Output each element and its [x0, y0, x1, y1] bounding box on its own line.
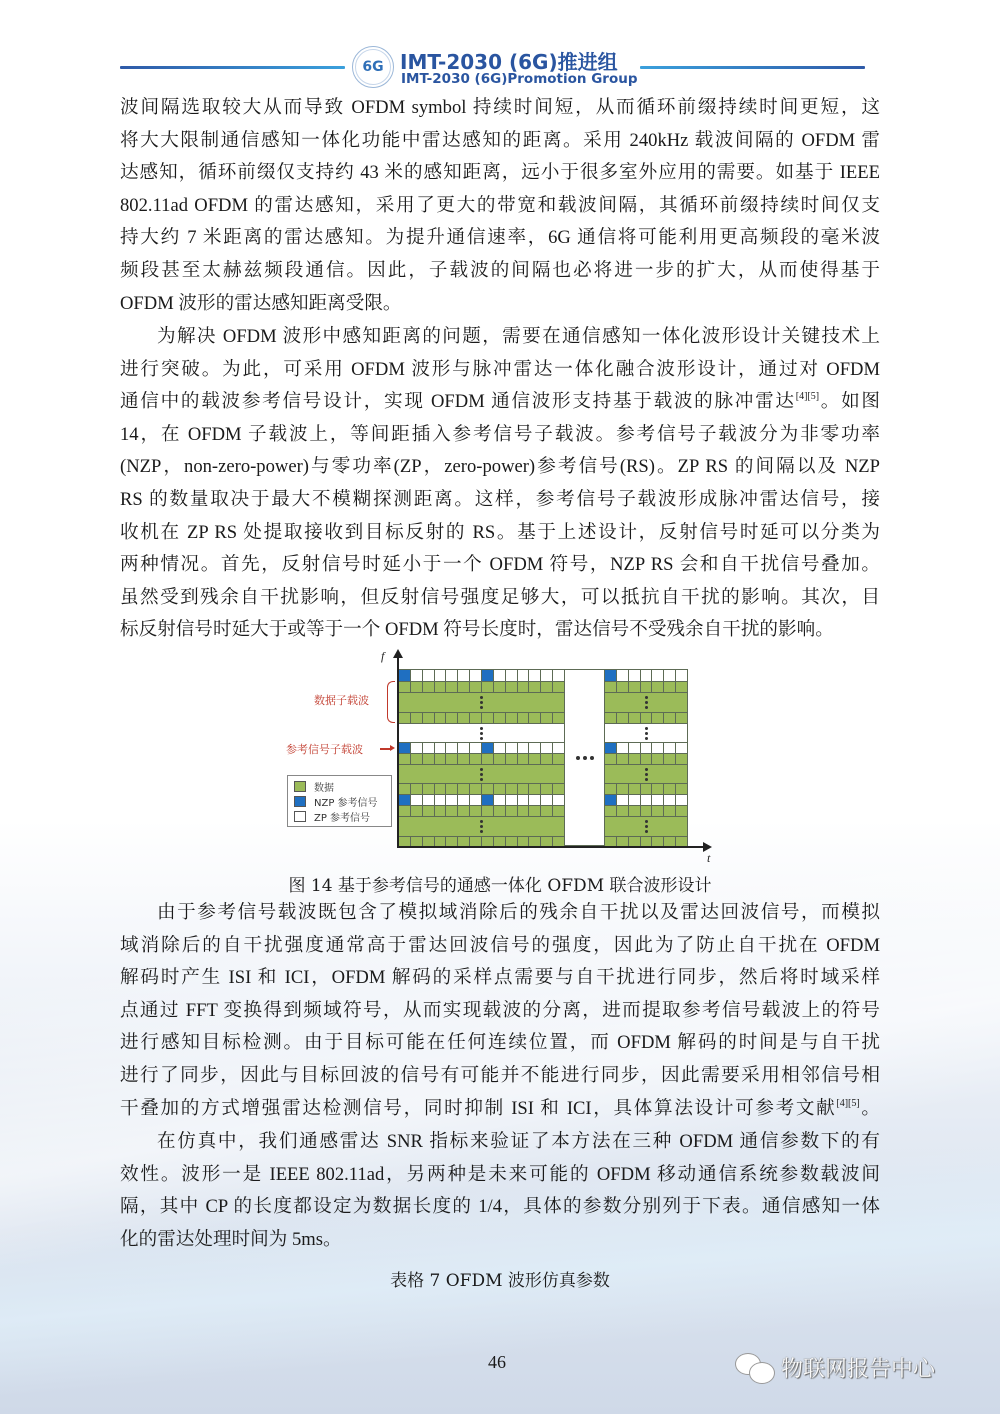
citation[interactable]: [4][5] — [836, 1097, 860, 1109]
time-gap-ellipsis — [565, 669, 604, 846]
legend-item-data: 数据 — [294, 779, 385, 794]
imt2030-logo-icon: 6G — [352, 46, 394, 88]
data-band — [398, 692, 565, 713]
paragraph-4: 在仿真中，我们通感雷达 SNR 指标来验证了本方法在三种 OFDM 通信参数下的有 效性。波形一是 IEEE 802.11ad，另两种是未来可能的 OFDM 移动通信系统参数载波间 隔，其中 CP 的长度都设定为数据长度的 1/4，具体的参数分别列于下表。通信感知一体 化的雷达处理时间为 5ms。 — [120, 1131, 880, 1250]
brace-icon — [387, 681, 395, 723]
data-band — [398, 764, 565, 784]
swatch-green — [294, 781, 306, 792]
label-ref-subcarrier: 参考信号子载波 — [286, 743, 363, 756]
legend-item-zp: ZP 参考信号 — [294, 809, 385, 824]
paragraph-1: 波间隔选取较大从而导致 OFDM symbol 持续时间短，从而循环前缀持续时间更短，这 将大大限制通信感知一体化功能中雷达感知的距离。采用 240kHz 载波间隔的 OFDM 雷 达感知，循环前缀仅支持约 43 米的感知距离，远小于很多室外应用的需要。如基于 IEEE 802.11ad OFDM 的雷达感知，采用了更大的带宽和载波间隔，其循环前缀持续时间仅支 持大约 7 米距离的雷达感知。为提升通信速率，6G 通信将可能利用更高频段的毫米波 频段甚至太赫兹频段通信。因此，子载波的间隔也必将进一步的扩大，从而使得基于 OFDM 波形的雷达感知距离受限。 — [120, 97, 880, 314]
x-axis-label: t — [707, 851, 711, 865]
table-caption: 表格 7 OFDM 波形仿真参数 — [390, 1271, 610, 1291]
header-rule-left — [120, 66, 345, 69]
data-band — [604, 692, 688, 713]
header-rule-right — [640, 66, 865, 69]
paragraph-2: 为解决 OFDM 波形中感知距离的问题，需要在通信感知一体化波形设计关键技术上 进行突破。为此，可采用 OFDM 波形与脉冲雷达一体化融合波形设计，通过对 OFDM 通信中的载波参考信号设计，实现 OFDM 通信波形支持基于载波的脉冲雷达[4][5]。如图 14，在 OFDM 子载波上，等间距插入参考信号子载波。参考信号子载波分为非零功率 (NZP，non-zero-power)与零功率(ZP，zero-power)参考信号(RS)。ZP RS 的间隔以及 NZP RS 的数量取决于最大不模糊探测距离。这样，参考信号子载波形成脉冲雷达信号，接 收机在 ZP RS 处提取接收到目标反射的 RS。基于上述设计，反射信号时延可以分类为 两种情况。首先，反射信号时延小于一个 OFDM 符号，NZP RS 会和自干扰信号叠加。 虽然受到残余自干扰影响，但反射信号强度足够大，可以抵抗自干扰的影响。其次，目 标反射信号时延大于或等于一个 OFDM 符号长度时，雷达信号不受残余自干扰的影响。 — [120, 326, 880, 641]
grid-block-left — [398, 669, 565, 846]
swatch-white — [294, 811, 306, 822]
data-band — [398, 816, 565, 837]
grid-block-right — [604, 669, 688, 846]
y-axis — [397, 655, 399, 847]
citation[interactable]: [4][5] — [795, 391, 820, 403]
figure-legend — [287, 775, 392, 827]
page-number: 46 — [488, 1352, 506, 1372]
legend-item-nzp: NZP 参考信号 — [294, 794, 385, 809]
x-axis — [397, 846, 705, 848]
y-axis-label: f — [381, 649, 385, 663]
figure-caption: 图 14 基于参考信号的通感一体化 OFDM 联合波形设计 — [288, 876, 712, 896]
subcarrier-gap — [604, 723, 688, 743]
subcarrier-gap — [398, 723, 565, 743]
swatch-blue — [294, 796, 306, 807]
arrow-right-icon — [380, 748, 392, 750]
data-band — [604, 816, 688, 837]
watermark: 物联网报告中心 — [735, 1352, 935, 1383]
org-title: IMT-2030 (6G)推进组 — [400, 50, 618, 74]
data-band — [604, 764, 688, 784]
paragraph-3: 由于参考信号载波既包含了模拟域消除后的残余自干扰以及雷达回波信号，而模拟 域消除后的自干扰强度通常高于雷达回波信号的强度，因此为了防止自干扰在 OFDM 解码时产生 ISI 和 ICI，OFDM 解码的采样点需要与自干扰进行同步，然后将时域采样 点通过 FFT 变换得到频域符号，从而实现载波的分离，进而提取参考信号载波上的符号 进行感知目标检测。由于目标可能在任何连续位置，而 OFDM 解码的时间是与自干扰 进行了同步，因此与目标回波的信号有可能并不能进行同步，因此需要采用相邻信号相 干叠加的方式增强雷达检测信号，同时抑制 ISI 和 ICI，具体算法设计可参考文献[4][5]。 — [120, 902, 880, 1119]
label-data-subcarrier: 数据子载波 — [314, 694, 369, 707]
figure-ofdm-waveform — [280, 645, 720, 867]
wechat-icon — [735, 1353, 775, 1383]
org-subtitle: IMT-2030 (6G)Promotion Group — [401, 71, 638, 87]
